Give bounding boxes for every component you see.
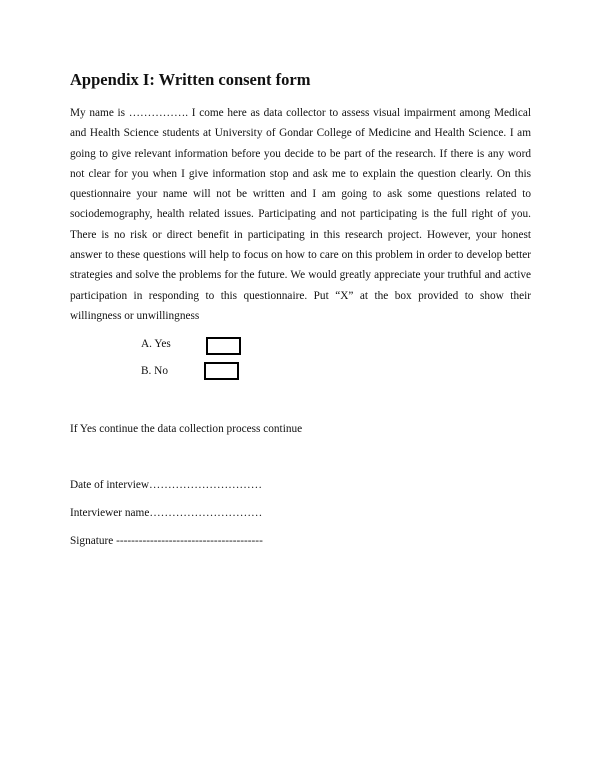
option-no-label: B. No <box>141 365 168 377</box>
interviewer-name-field: Interviewer name………………………… <box>70 507 263 519</box>
option-yes-label: A. Yes <box>141 338 171 350</box>
consent-paragraph-last-line: “X” at the box provided to show their willingness or unwillingness <box>70 289 532 322</box>
consent-paragraph <box>70 103 531 326</box>
option-yes-checkbox[interactable] <box>206 337 241 355</box>
signature-field: Signature --------------------------------------- <box>70 535 263 547</box>
instruction-text: If Yes continue the data collection process continue <box>70 423 303 435</box>
date-of-interview-field: Date of interview………………………… <box>70 479 263 491</box>
option-no-checkbox[interactable] <box>204 362 239 380</box>
consent-paragraph-text: My name is ……………. I come here as data collector to assess visual impairment among Medical and Health Science students at University of Gondar College of Medicine and Health Science. I am going to give relevant information before you decide to be part of the research. If there is any word not clear for you when I give information stop and ask me to explain the question clearly. On this questionnaire your name will not be written and I am going to ask some questions related to sociodemography, health related issues. Participating and not participating is the full right of you. There is no risk or direct benefit in participating in this research project. However, your honest answer to these questions will help to focus on how to care on this problem in order to develop better strategies and solve the problems for the future. We would greatly appreciate your truthful and active participation in responding to this questionnaire. Put <box>70 107 531 302</box>
page-title: Appendix I: Written consent form <box>70 70 311 89</box>
